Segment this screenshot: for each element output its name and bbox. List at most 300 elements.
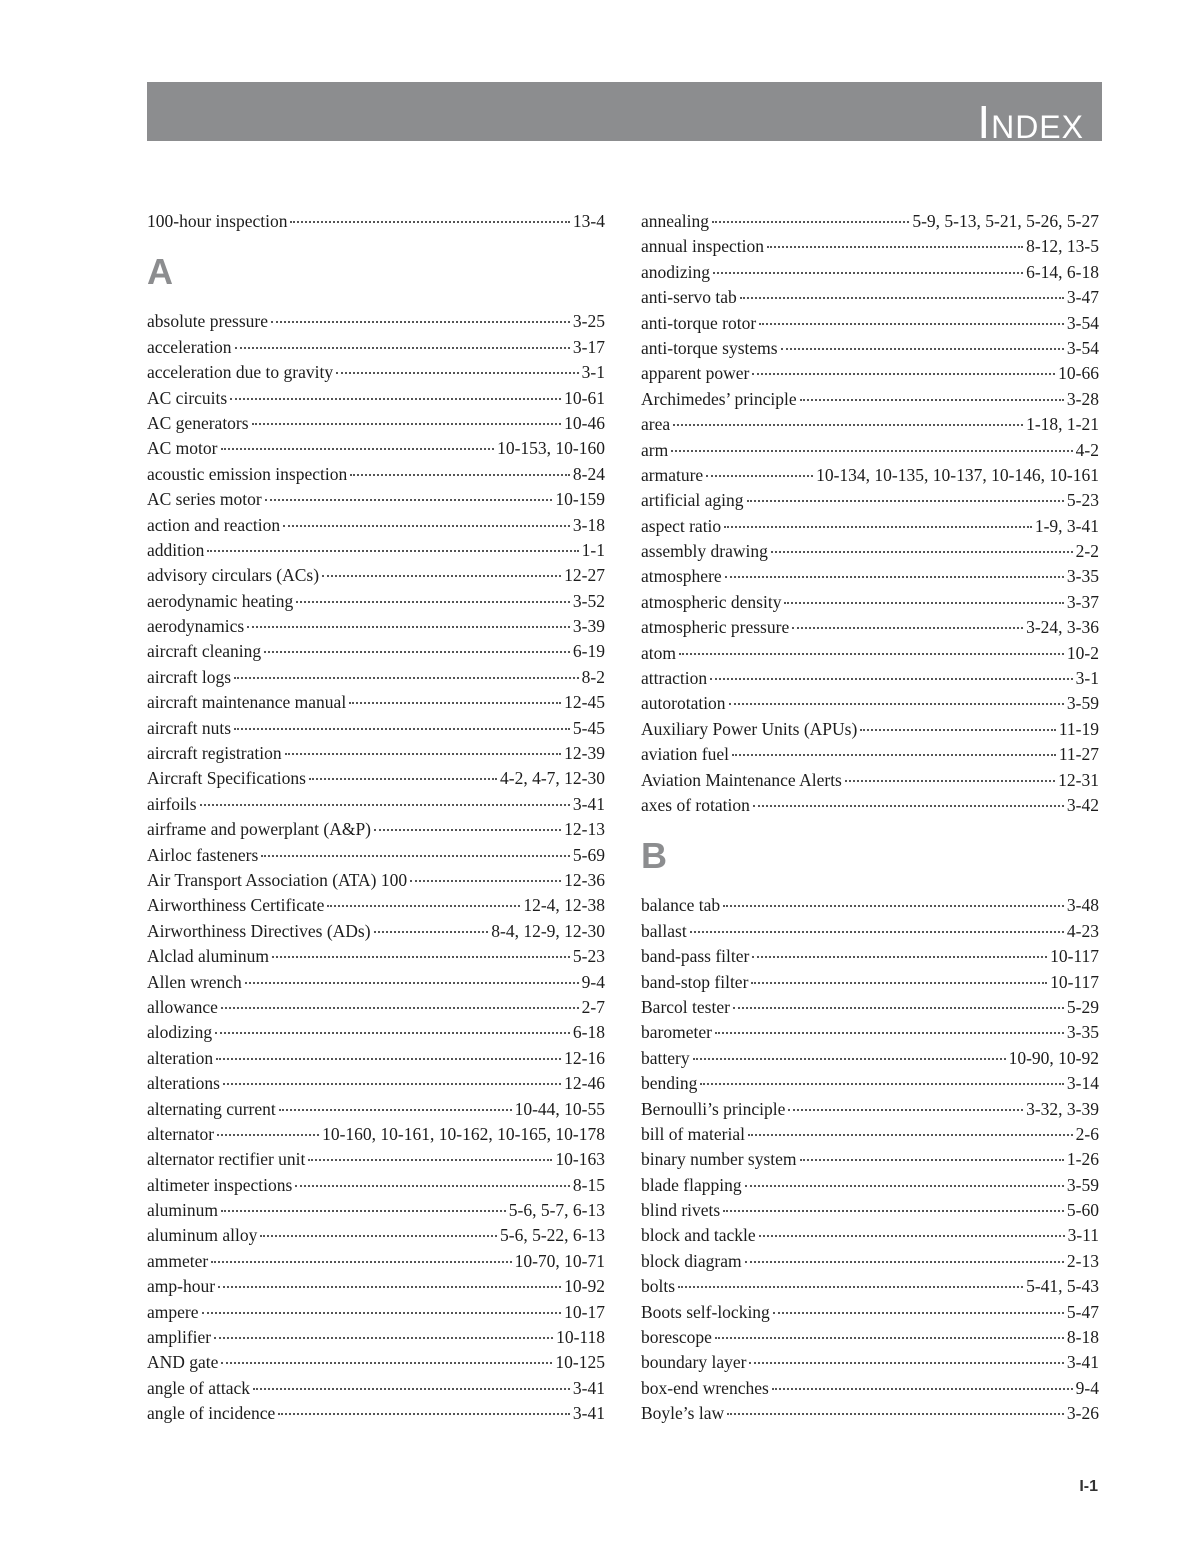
index-entry: [641, 438, 1099, 463]
dot-leader: [410, 880, 561, 882]
dot-leader: [781, 348, 1064, 350]
dot-leader: [753, 805, 1064, 807]
dot-leader: [706, 475, 813, 477]
index-entry: [147, 462, 605, 487]
index-pages: 5-6, 5-22, 6-13: [500, 1225, 605, 1246]
index-pages: 10-134, 10-135, 10-137, 10-146, 10-161: [816, 464, 1099, 485]
index-term: Bernoulli’s principle: [641, 1098, 786, 1119]
index-entry: [147, 538, 605, 563]
index-entry: [147, 209, 605, 234]
index-term: aviation fuel: [641, 744, 729, 765]
dot-leader: [690, 931, 1064, 933]
dot-leader: [234, 677, 579, 679]
index-pages: 5-41, 5-43: [1026, 1276, 1099, 1297]
index-entry: [641, 919, 1099, 944]
index-pages: 8-18: [1066, 1327, 1099, 1348]
index-term: band-pass filter: [641, 946, 750, 967]
index-term: angle of incidence: [147, 1403, 276, 1424]
dot-leader: [678, 1286, 1023, 1288]
dot-leader: [221, 448, 495, 450]
dot-leader: [221, 1362, 552, 1364]
index-term: alteration: [147, 1047, 214, 1068]
index-entry: [147, 1198, 605, 1223]
index-entry: [641, 1401, 1099, 1426]
index-term: 100-hour inspection: [147, 211, 288, 231]
index-term: anti-torque systems: [641, 337, 778, 358]
index-pages: 10-125: [555, 1352, 605, 1373]
index-pages: 2-2: [1075, 541, 1099, 562]
dot-leader: [217, 1134, 319, 1136]
index-term: binary number system: [641, 1149, 797, 1170]
index-pages: 11-27: [1058, 744, 1099, 765]
index-entry: [641, 1325, 1099, 1350]
dot-leader: [724, 526, 1032, 528]
index-pages: 6-14, 6-18: [1026, 261, 1099, 282]
index-entry: [147, 766, 605, 791]
index-entry: [147, 513, 605, 538]
index-term: ampere: [147, 1301, 199, 1322]
dot-leader: [264, 651, 570, 653]
dot-leader: [349, 702, 561, 704]
dot-leader: [218, 1286, 561, 1288]
index-entry: [641, 463, 1099, 488]
index-pages: 12-31: [1058, 769, 1099, 790]
dot-leader: [221, 1007, 579, 1009]
index-pages: 3-28: [1066, 388, 1099, 409]
index-pages: 4-23: [1066, 920, 1099, 941]
index-term: aircraft maintenance manual: [147, 692, 347, 713]
index-pages: 8-4, 12-9, 12-30: [491, 920, 605, 941]
index-term: barometer: [641, 1022, 712, 1043]
dot-leader: [800, 399, 1064, 401]
section-letter: B: [641, 835, 667, 877]
index-entry: [147, 1376, 605, 1401]
index-entry: [641, 488, 1099, 513]
index-pages: 10-117: [1050, 946, 1099, 967]
index-pages: 3-59: [1066, 693, 1099, 714]
dot-leader: [235, 347, 570, 349]
dot-leader: [748, 1134, 1073, 1136]
index-pages: 3-14: [1066, 1073, 1099, 1094]
index-pages: 8-24: [572, 463, 605, 484]
index-pages: 6-18: [572, 1022, 605, 1043]
index-pages: 10-44, 10-55: [514, 1098, 605, 1119]
index-entry: [641, 717, 1099, 742]
index-term: allowance: [147, 996, 218, 1017]
index-term: autorotation: [641, 693, 726, 714]
index-pages: 3-35: [1066, 566, 1099, 587]
index-pages: 10-153, 10-160: [497, 438, 605, 459]
dot-leader: [752, 373, 1055, 375]
index-pages: 3-41: [572, 793, 605, 814]
index-term: aircraft logs: [147, 666, 232, 687]
dot-leader: [673, 424, 1023, 426]
index-term: aircraft nuts: [147, 717, 232, 738]
dot-leader: [723, 905, 1064, 907]
index-term: balance tab: [641, 895, 721, 916]
index-term: ballast: [641, 920, 687, 941]
index-entry: [147, 614, 605, 639]
index-entry: [641, 1097, 1099, 1122]
index-pages: 3-1: [1075, 668, 1099, 689]
index-pages: 3-35: [1066, 1022, 1099, 1043]
index-entry: [147, 665, 605, 690]
index-term: bolts: [641, 1276, 676, 1297]
dot-leader: [309, 778, 497, 780]
index-pages: 5-29: [1066, 996, 1099, 1017]
index-term: blade flapping: [641, 1174, 742, 1195]
index-pages: 3-48: [1066, 895, 1099, 916]
index-pages: 10-66: [1058, 363, 1099, 384]
dot-leader: [265, 499, 553, 501]
index-pages: 3-37: [1066, 591, 1099, 612]
index-entry: [147, 436, 605, 461]
index-term: bending: [641, 1073, 698, 1094]
index-term: AC generators: [147, 412, 249, 433]
index-entry: [147, 970, 605, 995]
index-pages: 3-41: [572, 1403, 605, 1424]
index-term: anti-servo tab: [641, 287, 737, 308]
dot-leader: [752, 956, 1047, 958]
index-term: airfoils: [147, 793, 197, 814]
index-term: Airworthiness Directives (ADs): [147, 920, 371, 941]
index-term: Barcol tester: [641, 996, 730, 1017]
index-pages: 5-69: [572, 844, 605, 865]
index-entry: [147, 1071, 605, 1096]
index-entry: [147, 1046, 605, 1071]
dot-leader: [253, 1388, 570, 1390]
index-entry: [147, 944, 605, 969]
index-entry: [147, 1173, 605, 1198]
dot-leader: [350, 474, 570, 476]
dot-leader: [700, 1083, 1064, 1085]
dot-leader: [751, 982, 1047, 984]
index-entry: [147, 335, 605, 360]
index-term: Aircraft Specifications: [147, 768, 306, 789]
index-term: absolute pressure: [147, 311, 269, 332]
dot-leader: [272, 956, 570, 958]
index-term: Boots self-locking: [641, 1301, 770, 1322]
index-term: arm: [641, 439, 669, 460]
index-pages: 2-6: [1075, 1123, 1099, 1144]
dot-leader: [767, 246, 1023, 248]
index-entry: [147, 360, 605, 385]
index-pages: 10-70, 10-71: [514, 1250, 605, 1271]
index-entry: [641, 666, 1099, 691]
index-pages: 5-6, 5-7, 6-13: [508, 1200, 605, 1221]
index-pages: 1-26: [1066, 1149, 1099, 1170]
index-term: alternator rectifier unit: [147, 1149, 306, 1170]
index-term: apparent power: [641, 363, 750, 384]
index-term: Airloc fasteners: [147, 844, 259, 865]
index-pages: 10-92: [564, 1276, 605, 1297]
index-pages: 5-9, 5-13, 5-21, 5-26, 5-27: [912, 211, 1099, 231]
index-entry: [147, 792, 605, 817]
index-pages: 6-19: [572, 641, 605, 662]
index-term: block and tackle: [641, 1225, 756, 1246]
index-pages: 3-41: [572, 1377, 605, 1398]
dot-leader: [729, 703, 1064, 705]
index-pages: 12-45: [564, 692, 605, 713]
index-entry: [641, 970, 1099, 995]
index-entry: [641, 995, 1099, 1020]
index-pages: 3-59: [1066, 1174, 1099, 1195]
index-pages: 3-11: [1067, 1225, 1099, 1246]
dot-leader: [223, 1083, 561, 1085]
index-entry: [147, 716, 605, 741]
dot-leader: [285, 753, 562, 755]
index-term: Aviation Maintenance Alerts: [641, 769, 842, 790]
dot-leader: [771, 551, 1073, 553]
index-entry: [641, 1376, 1099, 1401]
dot-leader: [200, 804, 570, 806]
index-pages: 12-36: [564, 869, 605, 890]
index-term: ammeter: [147, 1250, 209, 1271]
dot-leader: [278, 1413, 570, 1415]
index-term: block diagram: [641, 1250, 742, 1271]
index-term: acceleration: [147, 336, 232, 357]
index-term: alodizing: [147, 1022, 213, 1043]
index-pages: 11-19: [1058, 718, 1099, 739]
index-pages: 3-54: [1066, 312, 1099, 333]
index-entry: [147, 309, 605, 334]
index-pages: 12-4, 12-38: [523, 895, 605, 916]
index-pages: 3-54: [1066, 337, 1099, 358]
index-term: advisory circulars (ACs): [147, 565, 320, 586]
index-term: blind rivets: [641, 1200, 721, 1221]
index-entry: [641, 1274, 1099, 1299]
index-entry: [641, 1046, 1099, 1071]
index-term: atom: [641, 642, 676, 663]
index-pages: 3-24, 3-36: [1026, 617, 1099, 638]
index-pages: 10-117: [1050, 971, 1099, 992]
index-pages: 1-1: [581, 539, 605, 560]
index-pages: 1-9, 3-41: [1034, 515, 1099, 536]
dot-leader: [296, 601, 570, 603]
index-pages: 12-39: [564, 743, 605, 764]
dot-leader: [211, 1261, 511, 1263]
index-term: atmospheric pressure: [641, 617, 790, 638]
index-entry: [147, 919, 605, 944]
dot-leader: [283, 525, 570, 527]
dot-leader: [247, 626, 570, 628]
dot-leader: [230, 398, 561, 400]
index-term: Allen wrench: [147, 971, 242, 992]
index-entry: [147, 1325, 605, 1350]
index-pages: 10-46: [564, 412, 605, 433]
index-pages: 10-90, 10-92: [1008, 1047, 1099, 1068]
index-term: box-end wrenches: [641, 1377, 769, 1398]
dot-leader: [322, 575, 561, 577]
index-entry: [147, 741, 605, 766]
index-term: Boyle’s law: [641, 1403, 725, 1424]
index-pages: 5-45: [572, 717, 605, 738]
index-entry: [147, 1020, 605, 1045]
index-entry: [641, 1249, 1099, 1274]
dot-leader: [295, 1185, 570, 1187]
dot-leader: [749, 1362, 1063, 1364]
index-entry: [641, 1122, 1099, 1147]
index-entry: [641, 1020, 1099, 1045]
index-entry: [147, 1350, 605, 1375]
index-entry: [641, 285, 1099, 310]
dot-leader: [261, 855, 570, 857]
dot-leader: [732, 754, 1056, 756]
index-term: armature: [641, 464, 704, 485]
index-entry: [147, 487, 605, 512]
index-entry: [641, 336, 1099, 361]
dot-leader: [860, 729, 1056, 731]
index-entry: [147, 843, 605, 868]
index-term: amp-hour: [147, 1276, 216, 1297]
index-entry: [641, 412, 1099, 437]
index-pages: 5-47: [1066, 1301, 1099, 1322]
index-entry: [641, 209, 1099, 234]
section-letter: A: [147, 251, 173, 293]
index-term: band-stop filter: [641, 971, 749, 992]
dot-leader: [759, 1235, 1065, 1237]
index-term: atmosphere: [641, 566, 722, 587]
index-entry: [641, 768, 1099, 793]
dot-leader: [327, 905, 520, 907]
index-pages: 3-41: [1066, 1352, 1099, 1373]
dot-leader: [715, 1032, 1064, 1034]
dot-leader: [759, 323, 1064, 325]
index-pages: 12-16: [564, 1047, 605, 1068]
index-entry: [641, 387, 1099, 412]
index-term: borescope: [641, 1327, 712, 1348]
index-term: aspect ratio: [641, 515, 722, 536]
dot-leader: [374, 931, 489, 933]
index-entry: [641, 311, 1099, 336]
index-entry: [641, 793, 1099, 818]
dot-leader: [693, 1058, 1006, 1060]
dot-leader: [747, 500, 1064, 502]
index-pages: 3-39: [572, 616, 605, 637]
dot-leader: [788, 1109, 1023, 1111]
index-entry: [147, 589, 605, 614]
index-pages: 12-13: [564, 819, 605, 840]
index-pages: 1-18, 1-21: [1026, 414, 1099, 435]
index-term: Alclad aluminum: [147, 946, 269, 967]
dot-leader: [215, 1032, 570, 1034]
index-pages: 3-18: [572, 514, 605, 535]
index-entry: [147, 1223, 605, 1248]
index-pages: 3-42: [1066, 794, 1099, 815]
index-pages: 12-46: [564, 1073, 605, 1094]
index-entry: [147, 868, 605, 893]
index-entry: [641, 1350, 1099, 1375]
index-term: axes of rotation: [641, 794, 750, 815]
index-term: atmospheric density: [641, 591, 782, 612]
index-entry: [641, 234, 1099, 259]
index-entry: [641, 1173, 1099, 1198]
index-term: battery: [641, 1047, 690, 1068]
index-term: aluminum alloy: [147, 1225, 258, 1246]
index-pages: 3-52: [572, 590, 605, 611]
index-entry: [641, 514, 1099, 539]
dot-leader: [715, 1337, 1064, 1339]
index-term: amplifier: [147, 1327, 212, 1348]
dot-leader: [671, 450, 1072, 452]
dot-leader: [792, 627, 1023, 629]
index-pages: 9-4: [581, 971, 605, 992]
index-entry: [641, 742, 1099, 767]
dot-leader: [279, 1109, 512, 1111]
index-entry: [641, 361, 1099, 386]
dot-leader: [271, 321, 570, 323]
index-pages: 13-4: [572, 211, 605, 231]
index-term: bill of material: [641, 1123, 745, 1144]
dot-leader: [745, 1185, 1064, 1187]
index-pages: 10-61: [564, 387, 605, 408]
index-entry: [147, 893, 605, 918]
index-column-right: [641, 209, 1099, 1427]
dot-leader: [723, 1210, 1064, 1212]
index-entry: [147, 1147, 605, 1172]
index-entry: [641, 893, 1099, 918]
index-pages: 10-118: [556, 1327, 605, 1348]
index-entry: [641, 260, 1099, 285]
dot-leader: [308, 1159, 552, 1161]
index-term: AC series motor: [147, 489, 262, 510]
index-entry: [147, 563, 605, 588]
index-entry: [641, 615, 1099, 640]
index-pages: 10-2: [1066, 642, 1099, 663]
index-pages: 4-2, 4-7, 12-30: [500, 768, 605, 789]
dot-leader: [725, 576, 1064, 578]
index-pages: 8-12, 13-5: [1026, 236, 1099, 257]
index-pages: 3-1: [581, 362, 605, 383]
index-term: Archimedes’ principle: [641, 388, 797, 409]
index-pages: 12-27: [564, 565, 605, 586]
index-term: angle of attack: [147, 1377, 251, 1398]
index-term: altimeter inspections: [147, 1174, 293, 1195]
index-entry: [641, 1147, 1099, 1172]
index-pages: 4-2: [1075, 439, 1099, 460]
index-term: AC circuits: [147, 387, 228, 408]
index-term: annealing: [641, 211, 710, 231]
index-term: aircraft cleaning: [147, 641, 262, 662]
index-entry: [641, 944, 1099, 969]
index-entry: [147, 411, 605, 436]
index-entry: [641, 1223, 1099, 1248]
dot-leader: [713, 272, 1023, 274]
index-entry: [641, 1071, 1099, 1096]
index-term: AND gate: [147, 1352, 219, 1373]
dot-leader: [772, 1388, 1073, 1390]
index-term: aluminum: [147, 1200, 218, 1221]
index-term: acoustic emission inspection: [147, 463, 348, 484]
index-pages: 10-160, 10-161, 10-162, 10-165, 10-178: [322, 1123, 605, 1144]
dot-leader: [207, 550, 578, 552]
index-term: boundary layer: [641, 1352, 747, 1373]
index-term: Air Transport Association (ATA) 100: [147, 869, 408, 890]
index-entry: [147, 639, 605, 664]
index-entry: [641, 1198, 1099, 1223]
dot-leader: [784, 602, 1063, 604]
index-pages: 3-26: [1066, 1403, 1099, 1424]
index-term: addition: [147, 539, 205, 560]
index-entry: [641, 641, 1099, 666]
dot-leader: [773, 1312, 1064, 1314]
index-pages: 2-13: [1066, 1250, 1099, 1271]
dot-leader: [216, 1058, 561, 1060]
dot-leader: [710, 678, 1073, 680]
dot-leader: [733, 1007, 1064, 1009]
index-term: AC motor: [147, 438, 218, 459]
index-term: airframe and powerplant (A&P): [147, 819, 372, 840]
